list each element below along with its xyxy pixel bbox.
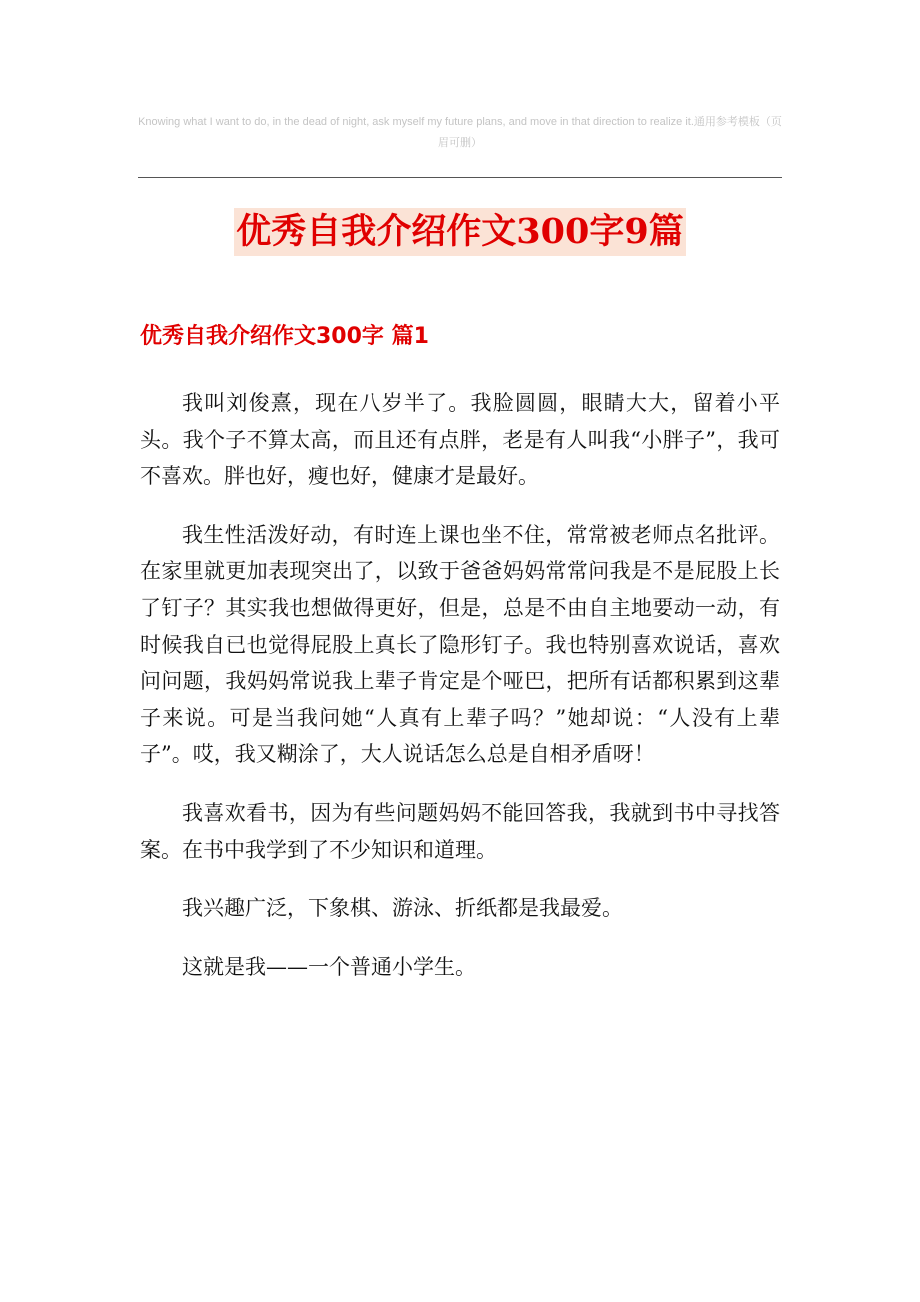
article-body xyxy=(140,385,780,985)
paragraph-3: 我喜欢看书，因为有些问题妈妈不能回答我，我就到书中寻找答案。在书中我学到了不少知识和道理。 xyxy=(140,800,780,862)
paragraph-4: 我兴趣广泛，下象棋、游泳、折纸都是我最爱。 xyxy=(182,896,623,921)
document-title-wrap xyxy=(0,208,920,256)
page-header: Knowing what I want to do, in the dead of night, ask myself my future plans, and move in that direction to realize it.通用参考模板（页眉可删） xyxy=(138,116,782,149)
section-heading: 优秀自我介绍作文300字 篇1 xyxy=(140,324,429,349)
paragraph-5: 这就是我——一个普通小学生。 xyxy=(182,954,476,979)
paragraph-1: 我叫刘俊熹，现在八岁半了。我脸圆圆，眼睛大大，留着小平头。我个子不算太高，而且还有点胖，老是有人叫我“小胖子”，我可不喜欢。胖也好，瘦也好，健康才是最好。 xyxy=(140,391,780,489)
paragraph-2: 我生性活泼好动，有时连上课也坐不住，常常被老师点名批评。在家里就更加表现突出了，以致于爸爸妈妈常常问我是不是屁股上长了钉子？其实我也想做得更好，但是，总是不由自主地要动一动，有时候我自已也觉得屁股上真长了隐形钉子。我也特别喜欢说话，喜欢问问题，我妈妈常说我上辈子肯定是个哑巴，把所有话都积累到这辈子来说。可是当我问她“人真有上辈子吗？”她却说：“人没有上辈子”。哎，我又糊涂了，大人说话怎么总是自相矛盾呀！ xyxy=(140,522,780,767)
document-title: 优秀自我介绍作文300字9篇 xyxy=(234,208,685,256)
header-divider xyxy=(138,177,782,178)
